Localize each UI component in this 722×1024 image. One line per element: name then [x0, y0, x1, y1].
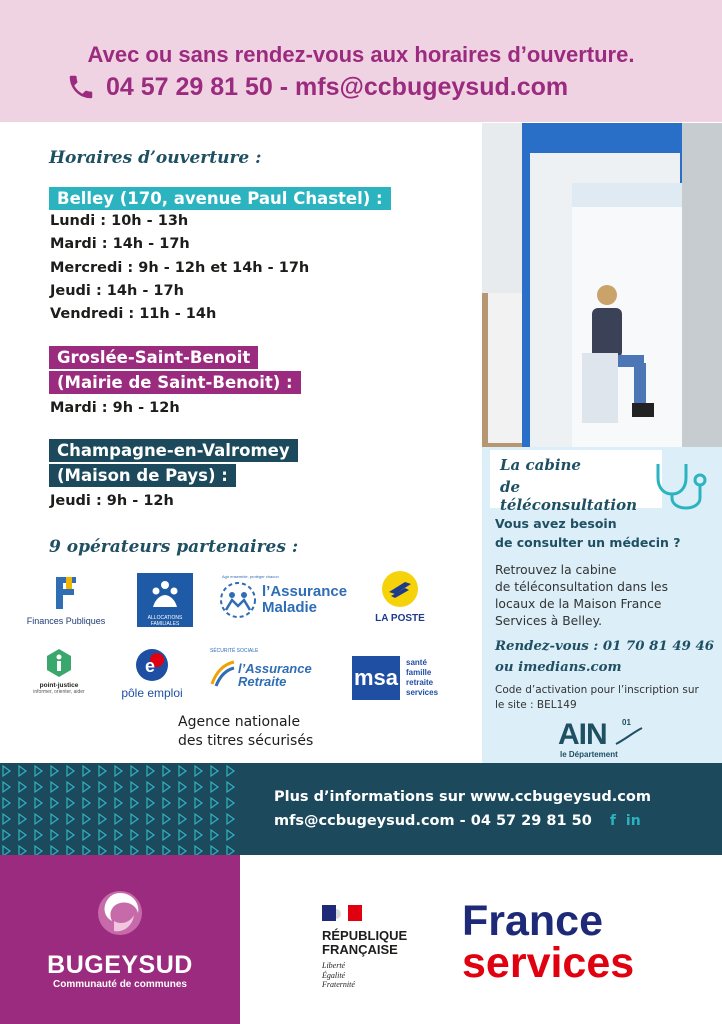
cabine-description [495, 562, 715, 630]
hours-line: Vendredi : 11h - 14h [50, 306, 217, 323]
site-champagne-hours [50, 490, 174, 513]
cabine-description-line: Retrouvez la cabine [495, 563, 617, 577]
teleconsultation-photo [482, 123, 722, 447]
assurance-retraite-small: SÉCURITÉ SOCIALE [210, 648, 259, 654]
assurance-maladie-line1: l’Assurance [262, 583, 348, 600]
teleconsultation-illustration [482, 123, 722, 447]
ants-text [178, 713, 313, 751]
cabine-code-line: Code d’activation pour l’inscription sur [495, 684, 699, 696]
site-champagne-tag-2: (Maison de Pays) : [49, 464, 236, 487]
site-groslee-tag-1: Groslée-Saint-Benoit [49, 346, 258, 369]
assurance-maladie-icon [218, 580, 258, 620]
social-links [610, 813, 641, 829]
point-justice-sub: informer, orienter, aider [33, 689, 85, 695]
assurance-maladie-text [262, 584, 347, 616]
facebook-icon[interactable]: f [609, 813, 616, 829]
assurance-retraite-text [238, 662, 312, 688]
ain-text: AIN [558, 718, 607, 751]
cabine-rendezvous-phone[interactable]: Rendez-vous : 01 70 81 49 46 [495, 639, 714, 654]
triangle-pattern [0, 763, 242, 855]
cabine-question-line: Vous avez besoin [495, 516, 617, 531]
cabine-title-line2: de téléconsultation [500, 478, 637, 514]
assurance-retraite-line1: l’Assurance [238, 661, 312, 676]
assurance-maladie-line2: Maladie [262, 599, 318, 616]
cabine-code-line: le site : BEL149 [495, 699, 577, 711]
ain-logo [556, 718, 646, 762]
hours-line: Jeudi : 14h - 17h [50, 282, 184, 299]
site-champagne-tag-1: Champagne-en-Valromey [49, 439, 298, 462]
msa-text [406, 658, 438, 698]
point-justice-text: point-justice [39, 682, 79, 689]
site-groslee-hours [50, 397, 180, 420]
cabine-activation-code [495, 683, 715, 713]
ain-swoosh-icon [614, 726, 644, 746]
france-services-logo [462, 897, 635, 987]
ain-sub: le Département [560, 750, 618, 759]
ain-number: 01 [622, 718, 631, 727]
phone-icon [66, 72, 96, 102]
republique-francaise-logo [322, 905, 407, 990]
site-groslee-tag-2: (Mairie de Saint-Benoit) : [49, 371, 301, 394]
la-poste-text: LA POSTE [375, 613, 425, 624]
cabine-question-line: de consulter un médecin ? [495, 535, 681, 550]
assurance-retraite-logo [208, 650, 334, 696]
point-justice-icon [45, 648, 73, 678]
france-services-line1: France [462, 897, 604, 945]
stethoscope-icon [652, 460, 714, 512]
header-banner [0, 0, 722, 122]
cabine-question [495, 514, 715, 552]
finances-publiques-logo [16, 575, 116, 626]
rf-name [322, 929, 407, 957]
ants-line1: Agence nationale [178, 714, 301, 730]
info-contact [274, 813, 641, 829]
bugeysud-logo-block [0, 855, 240, 1024]
assurance-maladie-small: Agir ensemble, protéger chacun [222, 574, 279, 579]
header-contact-text: 04 57 29 81 50 - mfs@ccbugeysud.com [106, 72, 569, 101]
horaires-title: Horaires d’ouverture : [49, 148, 262, 168]
assurance-maladie-logo [218, 574, 356, 622]
bugeysud-subtitle: Communauté de communes [53, 979, 187, 990]
pole-emploi-logo [114, 648, 190, 700]
rf-name-line: FRANÇAISE [322, 942, 398, 957]
finances-publiques-text: Finances Publiques [26, 616, 106, 626]
hours-line: Mercredi : 9h - 12h et 14h - 17h [50, 259, 310, 276]
hours-line: Mardi : 9h - 12h [50, 400, 180, 416]
triangle-pattern-graphic [0, 763, 242, 855]
marianne-flag-icon [322, 905, 362, 921]
hours-line: Lundi : 10h - 13h [50, 213, 189, 229]
msa-line: retraite [406, 678, 434, 687]
msa-line: famille [406, 668, 432, 677]
rf-name-line: RÉPUBLIQUE [322, 928, 408, 943]
rf-motto-line: Fraternité [322, 980, 355, 989]
ants-line2: des titres sécurisés [178, 733, 314, 749]
rf-motto-line: Égalité [322, 970, 346, 980]
info-website[interactable]: Plus d’informations sur www.ccbugeysud.com [274, 789, 651, 805]
linkedin-icon[interactable]: in [625, 813, 641, 829]
msa-line: santé [406, 658, 427, 667]
header-tagline: Avec ou sans rendez-vous aux horaires d’ouverture. [87, 42, 635, 67]
bugeysud-swirl-icon [94, 885, 146, 941]
cabine-title-box [490, 450, 662, 514]
info-band [242, 763, 722, 855]
rf-motto [322, 961, 407, 990]
cabine-rendezvous-site[interactable]: ou imedians.com [495, 660, 622, 675]
cabine-description-line: locaux de la Maison France [495, 597, 662, 611]
header-contact[interactable] [66, 72, 568, 102]
hours-line: Jeudi : 9h - 12h [50, 493, 174, 509]
finances-publiques-icon [52, 575, 80, 611]
assurance-retraite-icon [208, 658, 238, 688]
cabine-description-line: de téléconsultation dans les [495, 580, 669, 594]
cabine-title-line1: La cabine [500, 456, 581, 474]
la-poste-icon [381, 570, 419, 608]
site-belley-tag: Belley (170, avenue Paul Chastel) : [49, 187, 391, 210]
svg-text:e: e [145, 656, 156, 676]
pole-emploi-text: pôle emploi [121, 686, 183, 700]
pole-emploi-icon [135, 648, 169, 682]
la-poste-logo [368, 570, 432, 624]
assurance-retraite-line2: Retraite [238, 674, 287, 689]
caf-text: ALLOCATIONS FAMILIALES [147, 615, 183, 627]
caf-logo [137, 573, 193, 627]
msa-logo [352, 656, 456, 700]
france-services-line2: services [462, 939, 635, 987]
msa-line: services [406, 688, 439, 697]
hours-line: Mardi : 14h - 17h [50, 236, 190, 253]
point-justice-logo [22, 648, 96, 695]
msa-mark: msa [352, 656, 400, 700]
info-contact-text[interactable]: mfs@ccbugeysud.com - 04 57 29 81 50 [274, 813, 592, 829]
cabine-rendezvous[interactable] [495, 636, 715, 678]
partners-title: 9 opérateurs partenaires : [49, 537, 299, 557]
cabine-description-line: Services à Belley. [495, 614, 603, 628]
caf-icon [147, 577, 183, 611]
rf-motto-line: Liberté [322, 961, 346, 970]
bugeysud-name: BUGEYSUD [47, 951, 193, 979]
site-belley-hours [50, 210, 309, 326]
